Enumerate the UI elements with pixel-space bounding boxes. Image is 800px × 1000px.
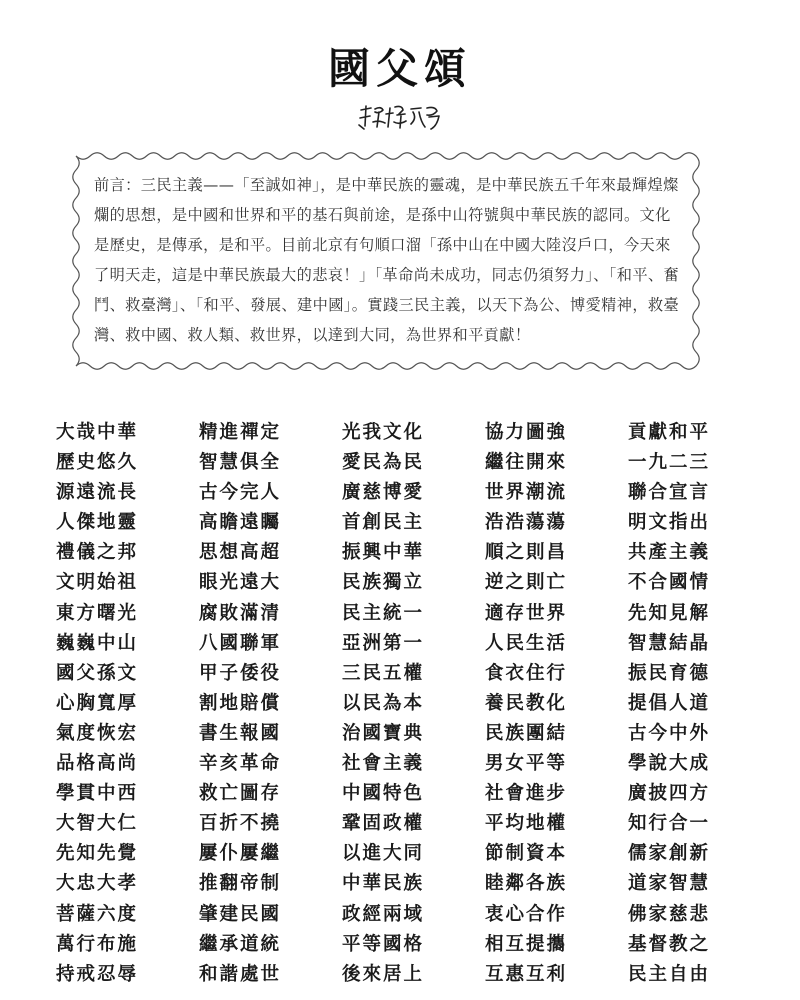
poem-phrase: 廣披四方 xyxy=(628,783,711,805)
poem-phrase: 以民為本 xyxy=(342,692,425,714)
poem-phrase: 基督教之 xyxy=(628,933,711,955)
poem-phrase: 共產主義 xyxy=(628,542,711,564)
poem-phrase: 人民生活 xyxy=(485,632,568,654)
poem-phrase: 辛亥革命 xyxy=(199,753,282,775)
poem-phrase: 古今完人 xyxy=(199,482,282,504)
poem-phrase: 順之則昌 xyxy=(485,542,568,564)
preface-text: 前言：三民主義——「至誠如神」，是中華民族的靈魂，是中華民族五千年來最輝煌燦爛的思想，是中國和世界和平的基石與前途，是孫中山符號與中華民族的認同。文化是歷史，是傳承，是和平。目前北京有句順口溜「孫中山在中國大陸沒戶口，今天來了明天走，這是中華民族最大的悲哀！」「革命尚未成功，同志仍須努力」、「和平、奮鬥、救臺灣」、「和平、發展、建中國」。實踐三民主義，以天下為公、博愛精神，救臺灣、救中國、救人類、救世界，以達到大同，為世界和平貢獻！ xyxy=(94,176,680,344)
poem-phrase: 提倡人道 xyxy=(628,692,711,714)
poem-phrase: 廣慈博愛 xyxy=(342,482,425,504)
poem-phrase: 聯合宣言 xyxy=(628,482,711,504)
poem-phrase: 高瞻遠矚 xyxy=(199,512,282,534)
poem-phrase: 歷史悠久 xyxy=(56,452,139,474)
poem-phrase: 佛家慈悲 xyxy=(628,903,711,925)
poem-phrase: 屢仆屢繼 xyxy=(199,843,282,865)
poem-phrase: 首創民主 xyxy=(342,512,425,534)
poem-phrase: 男女平等 xyxy=(485,753,568,775)
poem-phrase: 愛民為民 xyxy=(342,452,425,474)
poem-phrase: 思想高超 xyxy=(199,542,282,564)
poem-phrase: 人傑地靈 xyxy=(56,512,139,534)
poem-phrase: 救亡圖存 xyxy=(199,783,282,805)
poem-phrase: 氣度恢宏 xyxy=(56,722,139,744)
poem-phrase: 源遠流長 xyxy=(56,482,139,504)
poem-phrase: 繼往開來 xyxy=(485,452,568,474)
poem-phrase: 不合國情 xyxy=(628,572,711,594)
poem-phrase: 知行合一 xyxy=(628,813,711,835)
poem-phrase: 振民育德 xyxy=(628,662,711,684)
signature-image xyxy=(355,100,445,134)
poem-phrase: 浩浩蕩蕩 xyxy=(485,512,568,534)
poem-phrase: 社會進步 xyxy=(485,783,568,805)
poem-phrase: 百折不撓 xyxy=(199,813,282,835)
poem-phrase: 逆之則亡 xyxy=(485,572,568,594)
poem-phrase: 互惠互利 xyxy=(485,963,568,985)
poem-phrase: 中華民族 xyxy=(342,873,425,895)
poem-phrase: 後來居上 xyxy=(342,963,425,985)
poem-phrase: 大智大仁 xyxy=(56,813,139,835)
poem-grid xyxy=(56,418,748,990)
preface-box xyxy=(70,150,702,372)
poem-phrase: 道家智慧 xyxy=(628,873,711,895)
poem-phrase: 相互提攜 xyxy=(485,933,568,955)
poem-phrase: 大哉中華 xyxy=(56,422,139,443)
poem-phrase: 社會主義 xyxy=(342,753,425,775)
poem-phrase: 先知先覺 xyxy=(56,843,139,865)
poem-phrase: 食衣住行 xyxy=(485,662,568,684)
poem-phrase: 割地賠償 xyxy=(199,692,282,714)
poem-phrase: 平均地權 xyxy=(485,813,568,835)
poem-phrase: 心胸寬厚 xyxy=(56,692,139,714)
poem-phrase: 三民五權 xyxy=(342,662,425,684)
poem-phrase: 文明始祖 xyxy=(56,572,139,594)
poem-phrase: 養民教化 xyxy=(485,692,568,714)
poem-phrase: 民族團結 xyxy=(485,722,568,744)
poem-phrase: 書生報國 xyxy=(199,722,282,744)
poem-phrase: 適存世界 xyxy=(485,602,568,624)
poem-phrase: 古今中外 xyxy=(628,722,711,744)
poem-phrase: 先知見解 xyxy=(628,602,711,624)
poem-phrase: 禮儀之邦 xyxy=(56,542,139,564)
poem-phrase: 繼承道統 xyxy=(199,933,282,955)
poem-phrase: 推翻帝制 xyxy=(199,873,282,895)
poem-phrase: 智慧結晶 xyxy=(628,632,711,654)
poem-phrase: 世界潮流 xyxy=(485,482,568,504)
poem-phrase: 振興中華 xyxy=(342,542,425,564)
poem-phrase: 協力圖強 xyxy=(485,422,568,443)
poem-phrase: 治國寶典 xyxy=(342,722,425,744)
poem-phrase: 肇建民國 xyxy=(199,903,282,925)
poem-phrase: 節制資本 xyxy=(485,843,568,865)
poem-phrase: 大忠大孝 xyxy=(56,873,139,895)
poem-phrase: 巍巍中山 xyxy=(56,632,139,654)
poem-phrase: 精進禪定 xyxy=(199,422,282,443)
poem-phrase: 明文指出 xyxy=(628,512,711,534)
poem-phrase: 睦鄰各族 xyxy=(485,873,568,895)
poem-phrase: 一九二三 xyxy=(628,452,711,474)
poem-phrase: 衷心合作 xyxy=(485,903,568,925)
poem-phrase: 貢獻和平 xyxy=(628,422,711,443)
poem-phrase: 菩薩六度 xyxy=(56,903,139,925)
poem-phrase: 民主自由 xyxy=(628,963,711,985)
poem-phrase: 八國聯軍 xyxy=(199,632,282,654)
poem-phrase: 亞洲第一 xyxy=(342,632,425,654)
poem-phrase: 品格高尚 xyxy=(56,753,139,775)
poem-phrase: 智慧俱全 xyxy=(199,452,282,474)
poem-phrase: 光我文化 xyxy=(342,422,425,443)
poem-phrase: 和諧處世 xyxy=(199,963,282,985)
poem-phrase: 萬行布施 xyxy=(56,933,139,955)
poem-phrase: 甲子倭役 xyxy=(199,662,282,684)
poem-phrase: 腐敗滿清 xyxy=(199,602,282,624)
poem-phrase: 學說大成 xyxy=(628,753,711,775)
poem-phrase: 政經兩域 xyxy=(342,903,425,925)
poem-phrase: 學貫中西 xyxy=(56,783,139,805)
poem-phrase: 民主統一 xyxy=(342,602,425,624)
poem-phrase: 民族獨立 xyxy=(342,572,425,594)
page-title: 國父頌 xyxy=(327,44,472,93)
poem-phrase: 持戒忍辱 xyxy=(56,963,139,985)
poem-phrase: 鞏固政權 xyxy=(342,813,425,835)
poem-phrase: 眼光遠大 xyxy=(199,572,282,594)
author-signature xyxy=(355,100,445,134)
poem-phrase: 東方曙光 xyxy=(56,602,139,624)
poem-phrase: 儒家創新 xyxy=(628,843,711,865)
poem-phrase: 國父孫文 xyxy=(56,662,139,684)
poem-phrase: 平等國格 xyxy=(342,933,425,955)
poem-phrase: 中國特色 xyxy=(342,783,425,805)
poem-phrase: 以進大同 xyxy=(342,843,425,865)
